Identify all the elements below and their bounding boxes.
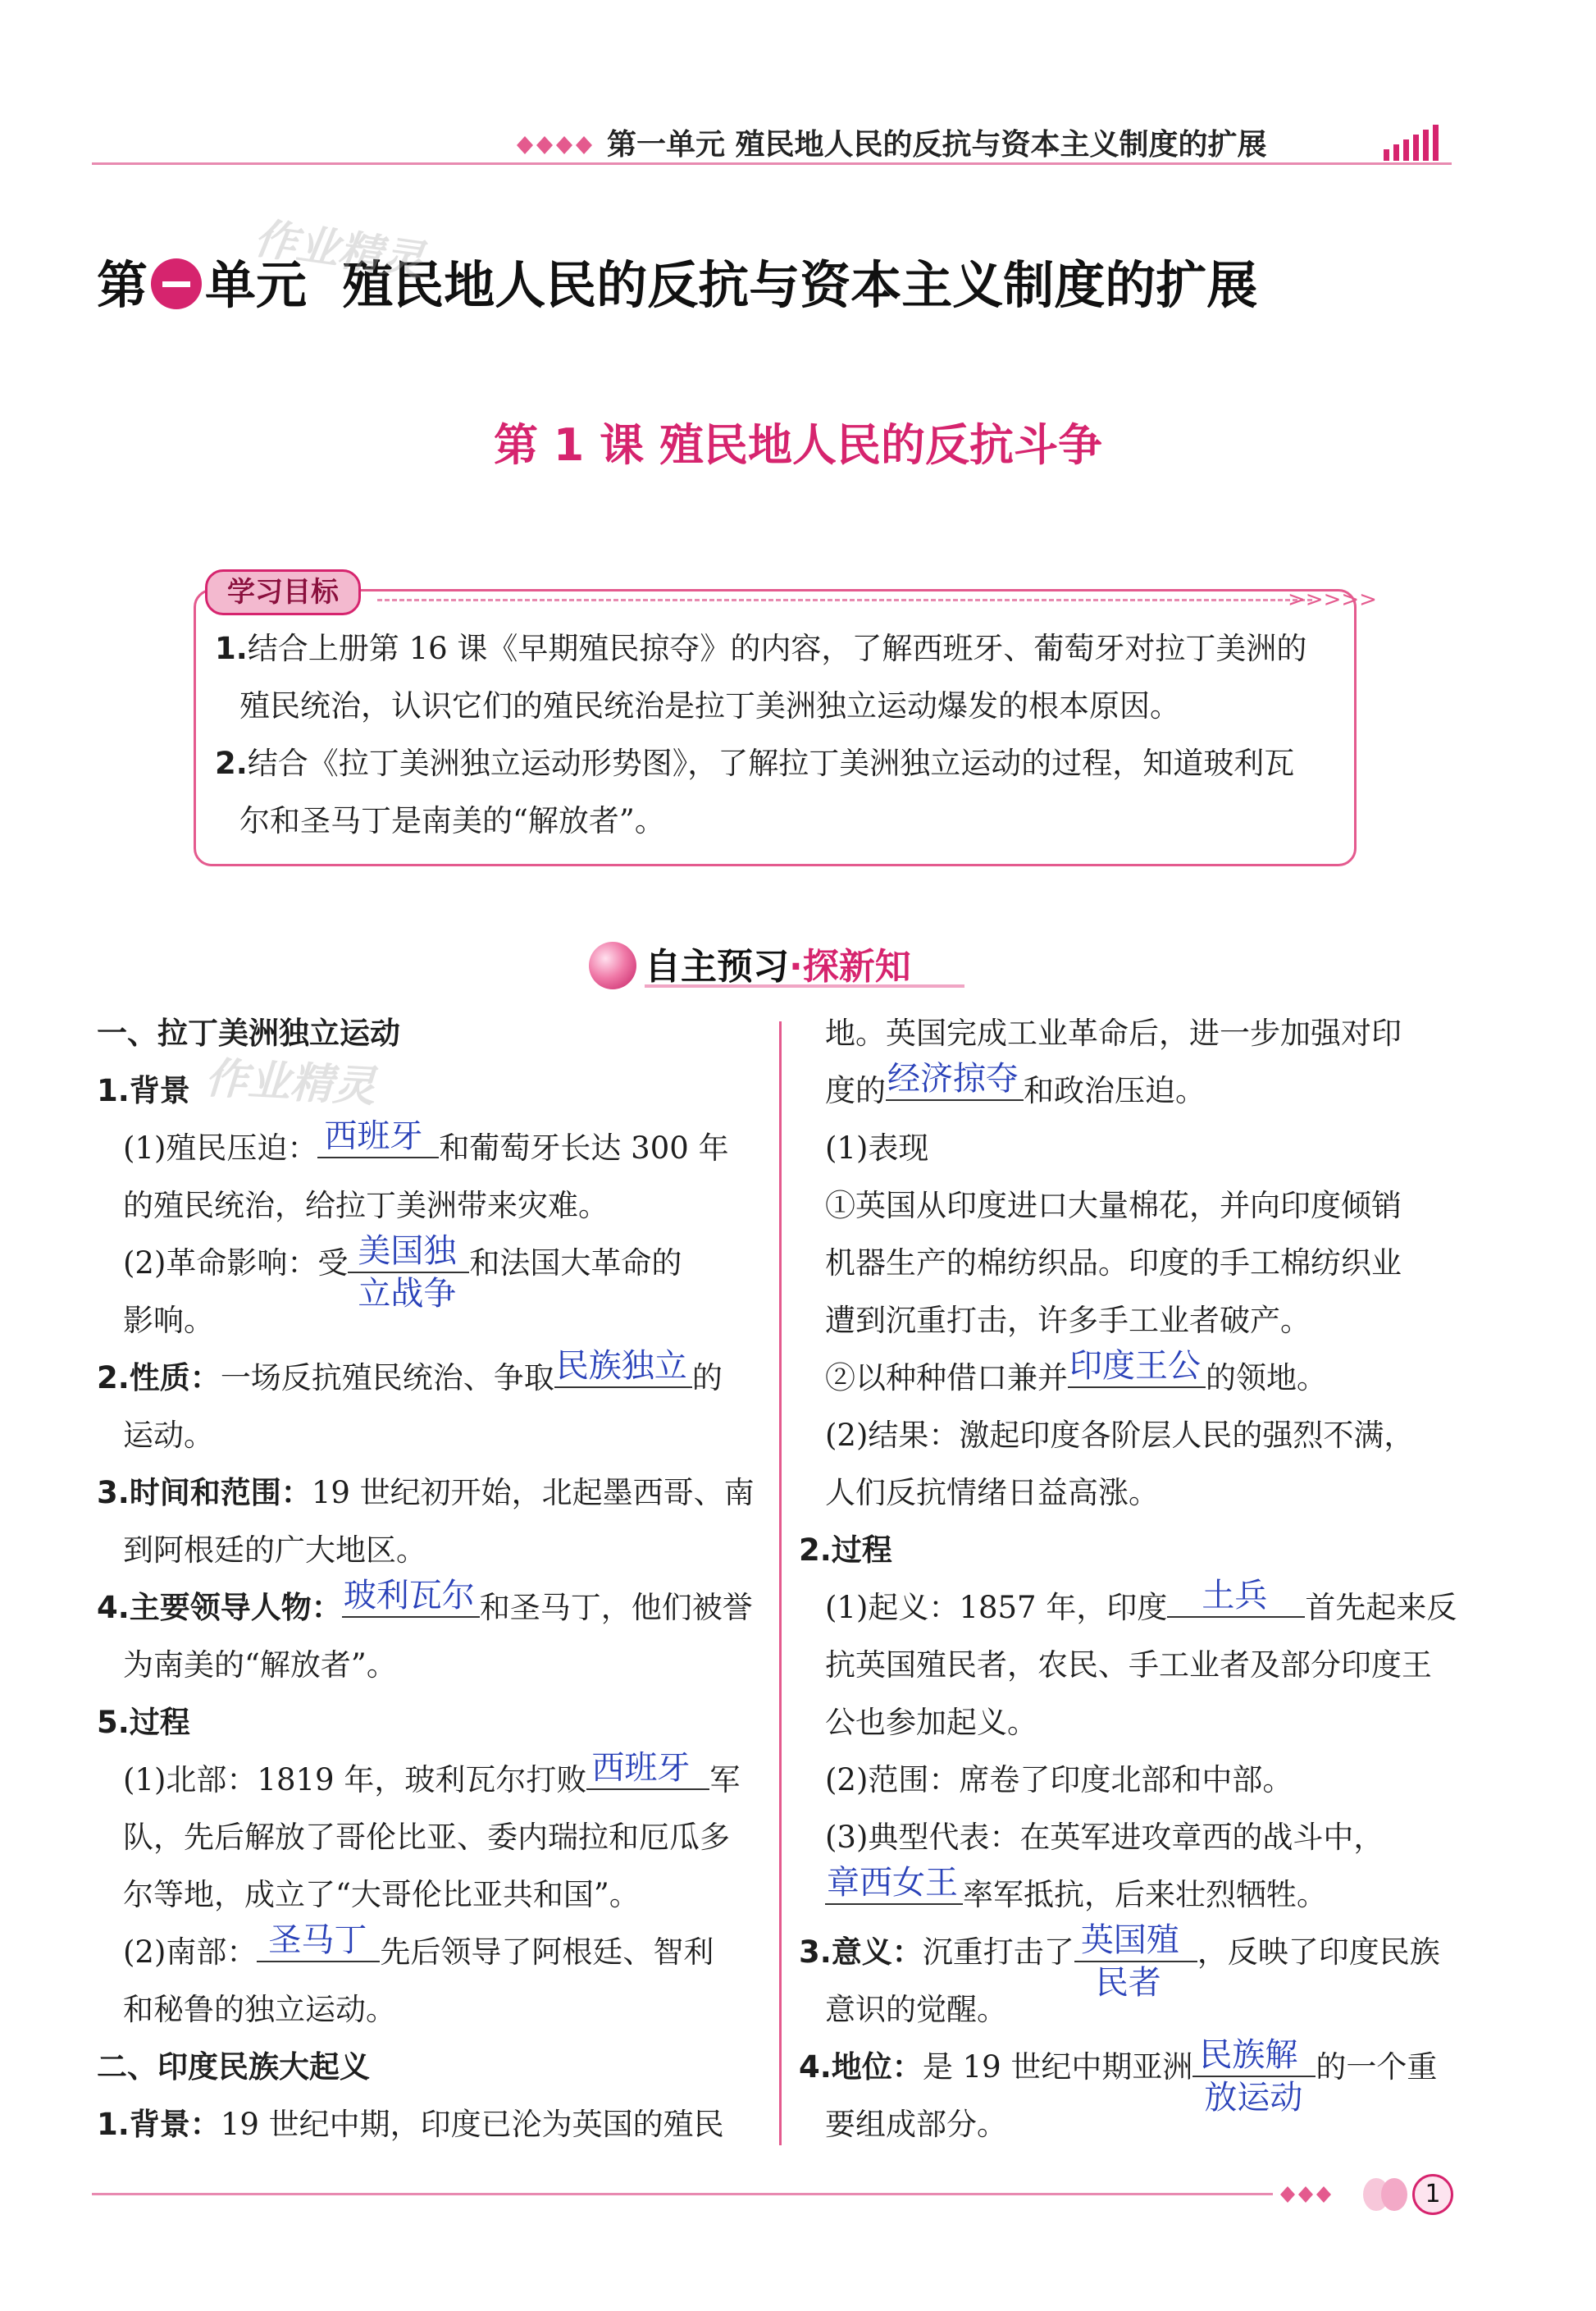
diamond-ornament-icon xyxy=(517,131,599,162)
answer-text-2: 放运动 xyxy=(1204,2079,1303,2117)
text: 一场反抗殖民统治、争取 xyxy=(220,1360,554,1395)
answer-text: 经济掠夺 xyxy=(887,1060,1019,1098)
section-title-a: 自主预习 xyxy=(645,946,789,988)
label-process: 5.过程 xyxy=(97,1705,190,1740)
text: (2)南部： xyxy=(123,1934,258,1970)
running-header xyxy=(517,121,1452,167)
running-title: 第一单元 殖民地人民的反抗与资本主义制度的扩展 xyxy=(607,128,1267,162)
text: 19 世纪中期，印度已沦为英国的殖民 xyxy=(220,2107,724,2142)
r-line-5: 机器生产的棉纺织品。印度的手工棉纺织业 xyxy=(825,1245,1402,1281)
footer-rule xyxy=(92,2193,1273,2195)
bg-item-2 xyxy=(123,1232,682,1313)
text: 沉重打击了 xyxy=(922,1934,1074,1970)
r-line-9: 人们反抗情绪日益高涨。 xyxy=(825,1475,1159,1510)
text: 19 世纪初开始，北起墨西哥、南 xyxy=(311,1475,755,1510)
text: 和政治压迫。 xyxy=(1024,1073,1206,1108)
page-number: 1 xyxy=(1412,2174,1453,2215)
r-line-3: (1)表现 xyxy=(825,1130,929,1166)
p-line-1 xyxy=(825,1579,1457,1637)
text: (1)北部：1819 年，玻利瓦尔打败 xyxy=(123,1762,587,1797)
p-line-2: 抗英国殖民者，农民、手工业者及部分印度王 xyxy=(825,1647,1432,1683)
text: 是 19 世纪中期亚洲 xyxy=(922,2049,1193,2085)
goals-dashed-rule xyxy=(377,599,1312,601)
text: 首先起来反 xyxy=(1305,1590,1457,1625)
process-north-cont-2: 尔等地，成立了“大哥伦比亚共和国”。 xyxy=(123,1877,640,1912)
watermark-2: 作业精灵 xyxy=(203,1053,377,1112)
heading-india: 二、印度民族大起义 xyxy=(97,2049,370,2085)
goal-item-2-line-2: 尔和圣马丁是南美的“解放者”。 xyxy=(239,803,665,838)
goal-number: 1. xyxy=(215,631,248,666)
r-line-7 xyxy=(825,1347,1327,1407)
answer-text: 英国殖 xyxy=(1080,1921,1179,1959)
india-background xyxy=(97,2096,724,2153)
unit-title-post: 单元 xyxy=(205,255,308,315)
time-item-cont: 到阿根廷的广大地区。 xyxy=(123,1532,426,1568)
answer-blank xyxy=(825,1864,963,1905)
section-title-dot: · xyxy=(789,946,803,988)
answer-blank xyxy=(586,1749,709,1790)
label: 2.性质： xyxy=(97,1360,221,1395)
answer-text: 圣马丁 xyxy=(268,1921,367,1959)
p-line-6 xyxy=(825,1866,1327,1924)
answer-text: 美国独 xyxy=(358,1232,457,1270)
answer-text: 西班牙 xyxy=(324,1117,423,1155)
text: 的领地。 xyxy=(1206,1360,1327,1395)
goal-number: 2. xyxy=(215,746,248,781)
time-item xyxy=(97,1464,755,1522)
leader-item-cont: 为南美的“解放者”。 xyxy=(123,1647,397,1683)
text: 的 xyxy=(691,1360,723,1395)
answer-text-2: 立战争 xyxy=(358,1275,457,1313)
answer-text: 印度王公 xyxy=(1069,1347,1201,1385)
p-line-4: (2)范围：席卷了印度北部和中部。 xyxy=(825,1762,1293,1797)
unit-title-pre: 第 xyxy=(97,255,148,315)
answer-text: 土兵 xyxy=(1202,1577,1268,1615)
column-divider xyxy=(779,1021,782,2145)
unit-number-badge xyxy=(151,258,202,309)
goal-item-1-line-1 xyxy=(215,620,1306,678)
label: 4.地位： xyxy=(799,2049,923,2085)
label-background: 1.背景 xyxy=(97,1073,190,1108)
r-line-1: 地。英国完成工业革命后，进一步加强对印 xyxy=(825,1016,1402,1051)
process-south-cont: 和秘鲁的独立运动。 xyxy=(123,1992,396,2027)
process-north-cont-1: 队，先后解放了哥伦比亚、委内瑞拉和厄瓜多 xyxy=(123,1820,730,1855)
leader-item xyxy=(97,1579,753,1637)
unit-title-main: 殖民地人民的反抗与资本主义制度的扩展 xyxy=(342,255,1258,315)
answer-blank xyxy=(554,1347,692,1388)
answer-blank xyxy=(317,1117,439,1158)
text: ②以种种借口兼并 xyxy=(825,1360,1068,1395)
process-south xyxy=(123,1921,714,1981)
heading-latin-america: 一、拉丁美洲独立运动 xyxy=(97,1016,400,1051)
position-cont: 要组成部分。 xyxy=(825,2107,1007,2142)
answer-blank xyxy=(342,1577,480,1618)
text: 先后领导了阿根廷、智利 xyxy=(380,1934,714,1970)
answer-blank xyxy=(1074,1921,1197,2002)
section-bullet-icon xyxy=(589,942,636,989)
text: 和圣马丁，他们被誉 xyxy=(479,1590,753,1625)
bg-item-1 xyxy=(123,1117,729,1177)
text: 度的 xyxy=(825,1073,886,1108)
nature-item-cont: 运动。 xyxy=(123,1418,214,1453)
answer-blank xyxy=(1192,2036,1316,2117)
r-line-4: ①英国从印度进口大量棉花，并向印度倾销 xyxy=(825,1188,1402,1223)
answer-blank xyxy=(348,1232,469,1313)
answer-text: 玻利瓦尔 xyxy=(343,1577,475,1615)
process-north xyxy=(123,1749,741,1809)
answer-text: 西班牙 xyxy=(591,1749,691,1787)
r-line-6: 遭到沉重打击，许多手工业者破产。 xyxy=(825,1303,1311,1338)
position-item xyxy=(799,2036,1438,2117)
p-line-3: 公也参加起义。 xyxy=(825,1705,1037,1740)
r-line-8: (2)结果：激起印度各阶层人民的强烈不满， xyxy=(825,1418,1415,1453)
section-title xyxy=(645,937,911,989)
text: 和葡萄牙长达 300 年 xyxy=(439,1130,729,1166)
text: ，反映了印度民族 xyxy=(1197,1934,1440,1970)
goal-item-2-line-1 xyxy=(215,735,1294,792)
answer-blank xyxy=(886,1060,1024,1101)
label: 1.背景： xyxy=(97,2107,221,2142)
answer-text: 章西女王 xyxy=(827,1864,958,1902)
header-rule xyxy=(92,162,1452,165)
goal-item-1-line-2: 殖民统治，认识它们的殖民统治是拉丁美洲独立运动爆发的根本原因。 xyxy=(239,688,1180,724)
answer-blank xyxy=(1167,1577,1305,1618)
lesson-title: 第 1 课 殖民地人民的反抗斗争 xyxy=(494,419,1102,471)
text: (1)起义：1857 年，印度 xyxy=(825,1590,1168,1625)
text: 率军抵抗，后来壮烈牺牲。 xyxy=(963,1877,1327,1912)
goal-text: 结合上册第 16 课《早期殖民掠夺》的内容，了解西班牙、葡萄牙对拉丁美洲的 xyxy=(247,631,1307,666)
chevrons-icon: >>>>> xyxy=(1288,587,1377,612)
label: 3.意义： xyxy=(799,1934,923,1970)
bg-item-1-cont: 的殖民统治，给拉丁美洲带来灾难。 xyxy=(123,1188,609,1223)
text: (2)革命影响：受 xyxy=(123,1245,349,1281)
bg-item-2-cont: 影响。 xyxy=(123,1303,214,1338)
r-line-2 xyxy=(825,1062,1206,1120)
watermark: 作业精灵 xyxy=(251,213,427,287)
label: 4.主要领导人物： xyxy=(97,1590,342,1625)
nature-item xyxy=(97,1347,723,1407)
answer-text-2: 民者 xyxy=(1095,1964,1161,2002)
text: (1)殖民压迫： xyxy=(123,1130,318,1166)
learning-goals-label: 学习目标 xyxy=(205,569,361,615)
section-title-b: 探新知 xyxy=(802,946,911,988)
diamond-ornament-icon xyxy=(1279,2182,1353,2210)
answer-blank xyxy=(1068,1347,1206,1388)
answer-blank xyxy=(257,1921,380,1962)
p-line-5: (3)典型代表：在英军进攻章西的战斗中， xyxy=(825,1820,1384,1855)
text: 军 xyxy=(709,1762,741,1797)
significance-item xyxy=(799,1921,1440,2002)
text: 的一个重 xyxy=(1316,2049,1438,2085)
goal-text: 结合《拉丁美洲独立运动形势图》，了解拉丁美洲独立运动的过程，知道玻利瓦 xyxy=(247,746,1295,781)
significance-cont: 意识的觉醒。 xyxy=(825,1992,1007,2027)
answer-text: 民族解 xyxy=(1199,2036,1298,2074)
answer-text: 民族独立 xyxy=(555,1347,687,1385)
signal-bars-icon xyxy=(1382,121,1456,166)
text: 和法国大革命的 xyxy=(469,1245,682,1281)
label-india-process: 2.过程 xyxy=(799,1532,892,1568)
label: 3.时间和范围： xyxy=(97,1475,312,1510)
